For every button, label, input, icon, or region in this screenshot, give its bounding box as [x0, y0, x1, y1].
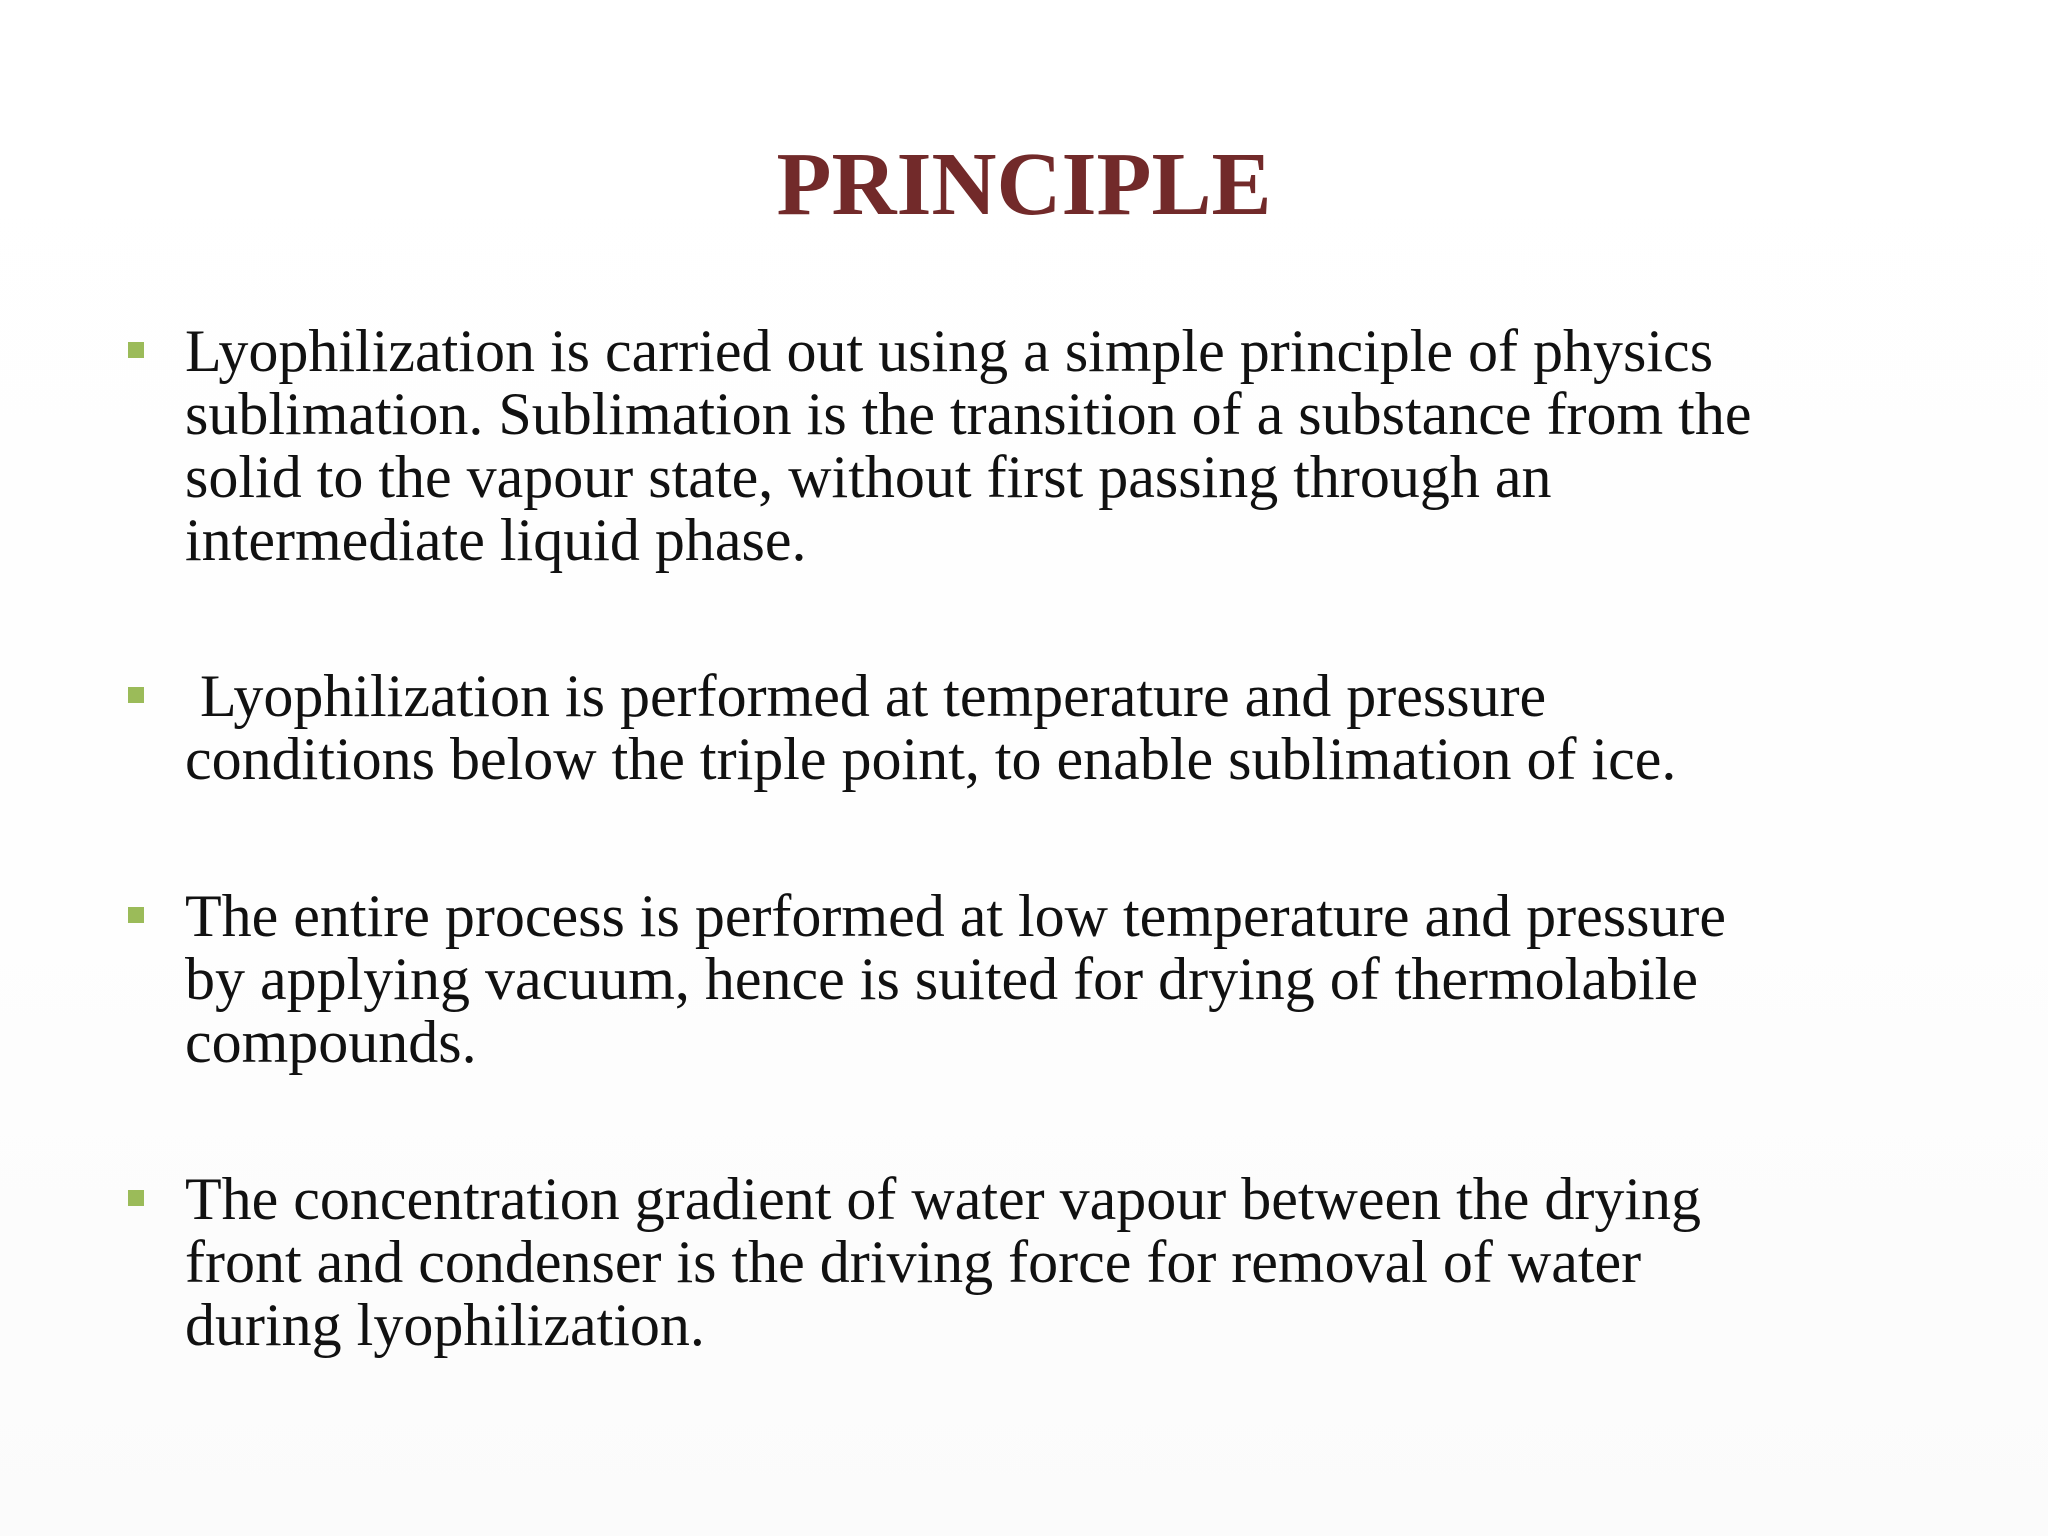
slide-title: PRINCIPLE	[776, 135, 1272, 234]
bullet-item: Lyophilization is carried out using a simple principle of physics sublimation. Sublimation is the transition of a substance from the solid to the vapour state, without first passing through an intermediate liquid phase.	[185, 318, 1752, 573]
bullet-item: The concentration gradient of water vapour between the drying front and condenser is the driving force for removal of water during lyophilization.	[185, 1166, 1702, 1358]
bullet-item: Lyophilization is performed at temperature and pressure conditions below the triple point, to enable sublimation of ice.	[185, 663, 1677, 792]
square-bullet-icon	[128, 907, 144, 923]
bullet-item: The entire process is performed at low temperature and pressure by applying vacuum, hence is suited for drying of thermolabile compounds.	[185, 883, 1727, 1075]
square-bullet-icon	[128, 687, 144, 703]
square-bullet-icon	[128, 342, 144, 358]
square-bullet-icon	[128, 1190, 144, 1206]
